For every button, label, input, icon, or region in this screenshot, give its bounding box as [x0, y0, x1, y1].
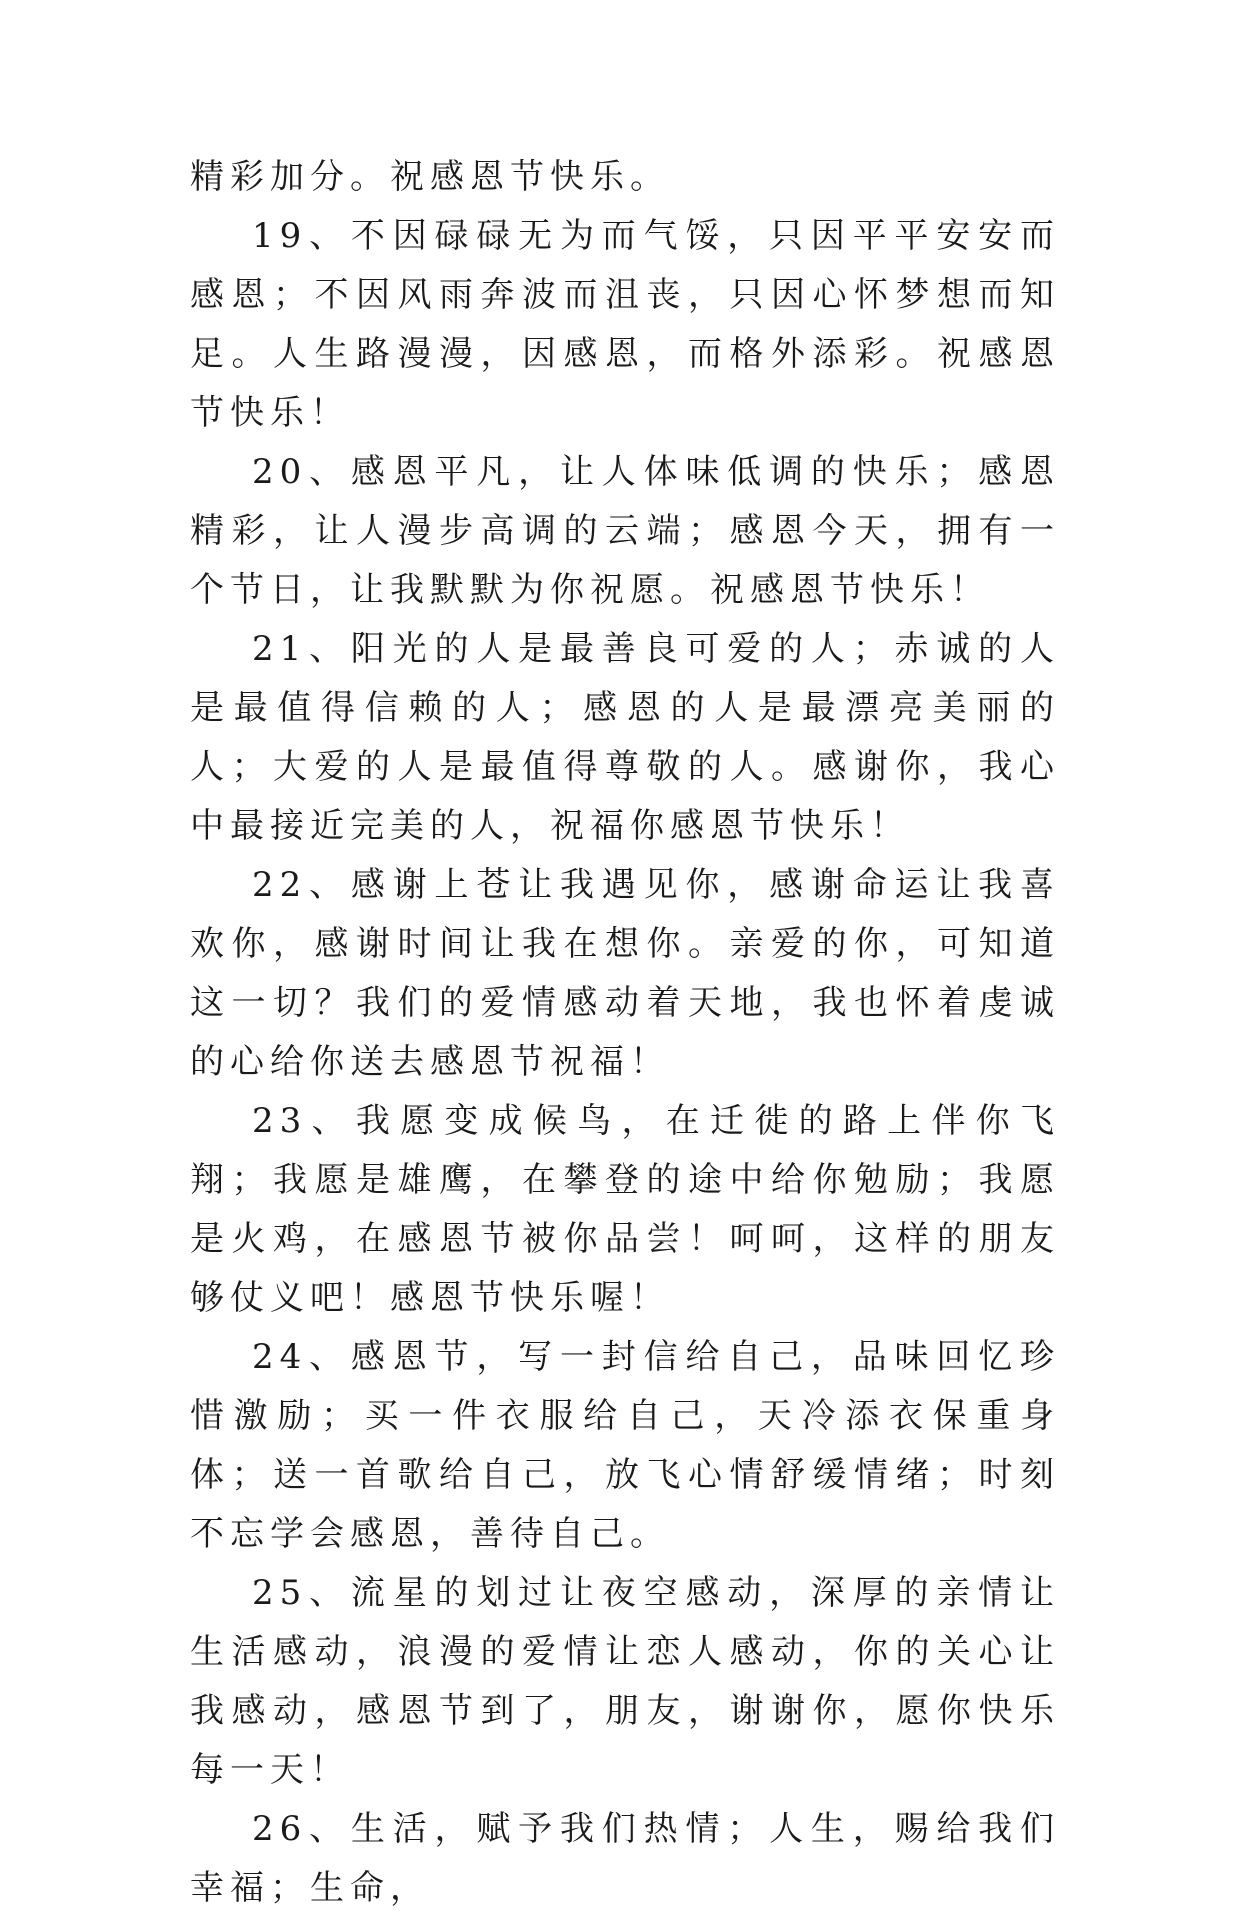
- paragraph-21: 21、阳光的人是最善良可爱的人；赤诚的人是最值得信赖的人；感恩的人是最漂亮美丽的人；大爱的人是最值得尊敬的人。感谢你，我心中最接近完美的人，祝福你感恩节快乐！: [190, 629, 1060, 846]
- document-body: [190, 148, 1060, 1918]
- paragraph-24: 24、感恩节，写一封信给自己，品味回忆珍惜激励；买一件衣服给自己，天冷添衣保重身体；送一首歌给自己，放飞心情舒缓情绪；时刻不忘学会感恩，善待自己。: [190, 1337, 1060, 1554]
- paragraph-25: 25、流星的划过让夜空感动，深厚的亲情让生活感动，浪漫的爱情让恋人感动，你的关心让我感动，感恩节到了，朋友，谢谢你，愿你快乐每一天！: [190, 1573, 1060, 1790]
- paragraph-20: 20、感恩平凡，让人体味低调的快乐；感恩精彩，让人漫步高调的云端；感恩今天，拥有一个节日，让我默默为你祝愿。祝感恩节快乐！: [190, 452, 1060, 610]
- paragraph-26: 26、生活，赋予我们热情；人生，赐给我们幸福；生命，: [190, 1809, 1060, 1908]
- paragraph-23: 23、我愿变成候鸟，在迁徙的路上伴你飞翔；我愿是雄鹰，在攀登的途中给你勉励；我愿是火鸡，在感恩节被你品尝！呵呵，这样的朋友够仗义吧！感恩节快乐喔！: [190, 1101, 1060, 1318]
- paragraph-22: 22、感谢上苍让我遇见你，感谢命运让我喜欢你，感谢时间让我在想你。亲爱的你，可知道这一切？我们的爱情感动着天地，我也怀着虔诚的心给你送去感恩节祝福！: [190, 865, 1060, 1082]
- paragraph-continuation: 精彩加分。祝感恩节快乐。: [190, 157, 670, 197]
- paragraph-19: 19、不因碌碌无为而气馁，只因平平安安而感恩；不因风雨奔波而沮丧，只因心怀梦想而知足。人生路漫漫，因感恩，而格外添彩。祝感恩节快乐！: [190, 216, 1060, 433]
